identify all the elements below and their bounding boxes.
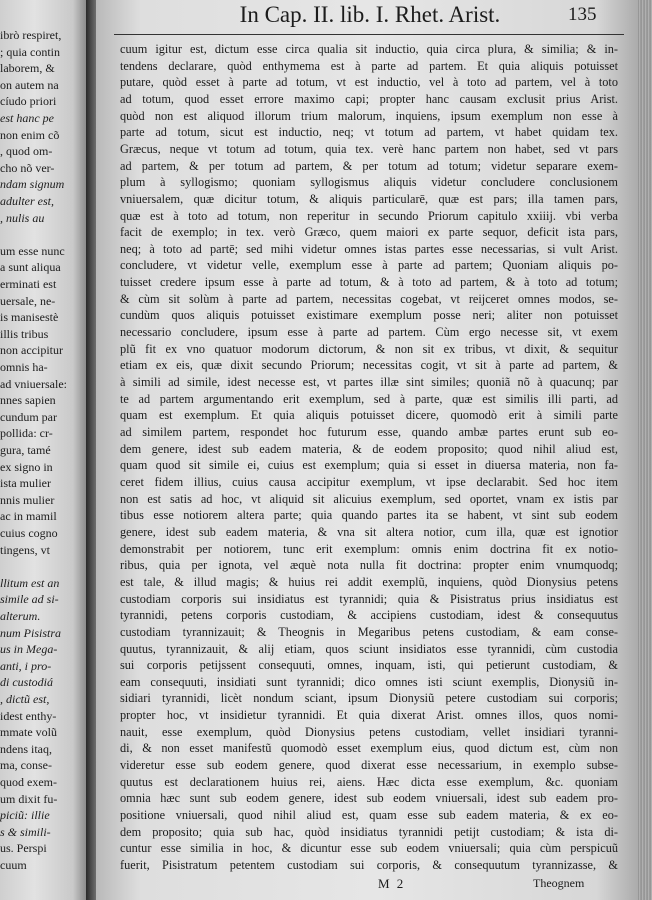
left-page-line: adulter est, [0,194,54,208]
left-page-line: laborem, & [0,61,55,76]
body-text [96,0,638,900]
body-line: etiam ex eis, quæ dixit secundo Priorum; necessitas cogit, vt sit à parte ad partem, & [120,358,618,373]
body-line: & cùm sit solùm à parte ad partem, necessitas cogebat, vt reijceret omnes modos, se- [120,291,618,306]
body-line: demonstrabit per notiorem, tunc erit exemplum: omnis enim doctrina fit ex notio- [120,541,618,556]
body-line: dem genere, idest sub eadem materia, & de eodem proposito; quod nihil aliud est, [120,441,618,456]
body-line: parte ad totum, sicut est inductio, neq; vt totum ad partem, vt habet quidam tex. [120,125,618,140]
left-page-line: gura, tamé [0,443,51,457]
running-header-title: In Cap. II. lib. I. Rhet. Arist. [239,2,501,27]
body-line: quutus est declarationem huius rei, aiens. Hæc dicta esse exemplum, &c. quoniam [120,774,618,789]
body-line: quutus, tyrannizauit, & alij etiam, quos sciunt insidiatos esse tyrannidi, cùm custodia [120,641,618,656]
body-line: neq; à toto ad partē; sed mihi videtur omnes istas partes esse necessarias, si vult Arist. [120,241,618,256]
body-line: quam quod sit simile ei, cuius est exemplum; quia si esset in diuersa materia, non fa- [120,458,618,473]
left-page-line: cho nõ ver- [0,160,55,175]
left-page-line: ; quia contin [0,44,60,59]
left-page-text-column [0,0,82,900]
body-line: tibus esse notiorem altera parte; quia quando partes ita se habent, vt sint sub eodem [120,508,618,523]
body-line: quòd non est aliquod illorum trium malorum, inquiens, ipsum exemplum non esse à [120,108,618,123]
left-page-line: us. Perspi [0,841,47,856]
left-page-line: ac in mamil [0,509,57,524]
body-line: plũ fit ex vno quatuor modorum dictorum, & non sit ex tribus, vt dixit, & sequitur [120,341,618,356]
left-page-line: cuum [0,858,27,872]
left-page-line: ndam signum [0,177,65,192]
signature-mark: M 2 [378,876,406,891]
book-gutter [86,0,96,900]
left-page-line: nnes sapien [0,393,56,408]
left-page-line: piciũ: illie [0,808,50,823]
body-line: ad partem, & per totum ad partem, & per totum ad totum; videtur separare exem- [120,158,618,173]
body-line: vniuersalem, quæ dicitur totum, & aliquis particularē, quæ est pars; illa tamen pars, [120,191,618,206]
body-line: positione vniuersali, quod nihil aliud est, quam esse sub eadem materia, & ex eo- [120,808,618,823]
left-page-line: omnis ha- [0,360,48,374]
body-line: te ad partem argumentando erit exemplum, sed à parte, quæ est similis illi parti, ad [120,391,618,406]
body-line: necessario concludere, ipsum esse à parte ad partem. Cùm ergo necesse sit, vt exem [120,325,618,340]
body-line: putare, quòd esset à parte ad totum, vt est inductio, vel à toto ad partem, vel à toto [120,75,618,90]
left-page-line: cuius cogno [0,526,58,540]
left-page-line: mmate volũ [0,725,57,740]
left-page-line: , quod om- [0,144,53,159]
left-page-line: quod exem- [0,775,57,789]
left-page-line: cundum par [0,409,57,424]
left-page-line: s & simili- [0,824,51,839]
left-page-line: non accipitur [0,343,63,358]
body-line: ad totum, quod esset errore maximo capi; propter hanc causam exclusit prius Arist. [120,91,618,106]
left-page-line: est hanc pe [0,111,54,125]
body-line: omnia hæc sunt sub eodem genere, idest sub eodem vniuersali, idest sub eadem pro- [120,791,618,806]
left-page-line: , dictũ est, [0,692,50,706]
body-line: à simili ad simile, idest necesse est, vt partes illæ sint similes; quoniã nõ à quacunq; par [120,375,618,390]
left-page-line: anti, i pro- [0,658,52,673]
left-page-line: is manisestè [0,310,59,325]
left-page-line: cíudo priori [0,94,57,109]
left-page-line: us in Mega- [0,642,58,657]
body-line: fuerit, Pisistratum petentem custodiam sui corporis, & consequutum tyrannizasse, & [120,858,618,872]
left-page-line: um esse nunc [0,243,65,258]
left-page-line: , nulis au [0,210,45,225]
body-line: cuntur esse similia in hoc, & dicuntur esse sub eodem vniuersali; quia cùm perspicuũ [120,841,618,856]
body-line: non est satis ad hoc, vt aliquid sit alicuius exemplum, sed oportet, vnam ex istis par [120,491,618,506]
body-line: custodiam tyrannizauit; & Theognis in Megaribus petens custodiam, & eam conse- [120,624,618,639]
body-line: sui corporis petijssent consequuti, omnes, inquam, isti, qui petierunt custodiam, & [120,658,618,673]
left-page-line: num Pisistra [0,625,62,640]
body-line: ceret fidem illius, cuius causa accipitur exemplum, vt ipse declarabit. Sed hoc item [120,474,618,489]
left-page-line: uersale, ne- [0,293,56,308]
body-line: facit de exemplo; in tex. verò Græco, quem maiori ex parte sequor, deficit ista pars, [120,225,618,240]
body-line: sidiari tyrannidi, licèt nondum sciant, ipsum Dionysiũ petere custodiam sui corporis; [120,691,618,706]
body-line: cundùm quos aliquis potuisset existimare exemplum posse neri; aliter non potuisset [120,308,618,323]
left-page-line: um dixit fu- [0,791,58,806]
left-page-line: llitum est an [0,575,60,590]
left-page-line: ista mulier [0,476,51,491]
body-line: genere, idest sub eadem materia, & vna sit altera notior, cum illa, quæ est ignotior [120,524,618,539]
page-number: 135 [568,4,597,25]
body-line: ribus, quia per ignota, vel æquè nota nulla fit doctrina: propter enim vnumquodq; [120,558,618,573]
left-page-line: idest enthy- [0,708,57,723]
body-line: est tale, & illud magis; & huius rei addit exemplũ, inquiens, quòd Dionysius petens [120,574,618,589]
body-line: cuum igitur est, dictum esse circa qualia sit inductio, quia circa plura, & similia; & in- [120,42,618,56]
body-line: di, & non esset manifestũ quomodò esset exemplum eius, quod dictum est, cùm non [120,741,618,756]
left-page-line: alterum. [0,609,41,623]
body-line: propter hoc, vt insidietur tyrannidi. Et quia dixerat Arist. omnes illos, quos nomi- [120,708,618,723]
left-page-line: a sunt aliqua [0,260,61,275]
right-page [96,0,652,900]
body-line: custodiam corporis sui insidiatus est tyrannidi; quia & Pisistratus prius insidiatus est [120,591,618,606]
body-line: dem proposito; quia sub hac, quòd insidiatus tyrannidi petijt custodiam; & ista di- [120,824,618,839]
catchword: Theognem [533,876,585,890]
body-line: ad similem partem, respondet hoc futurum esse, quando ambæ partes erunt sub eo- [120,425,618,440]
left-page-line: di custodiá [0,675,53,690]
left-page-line: ex signo in [0,459,53,474]
left-page-line: ad vniuersale: [0,376,67,391]
left-page-line: tingens, vt [0,542,50,557]
left-page [0,0,86,900]
body-line: videretur esse sub eodem genere, quod dixerat esse necessarium, in exemplo subse- [120,758,618,773]
body-line: Græcus, neque vt totum ad totum, quia tex. verè hanc partem non habet, sed vt pars [120,141,618,156]
left-page-line: non enim cõ [0,127,60,142]
body-line: eam consequuti, insidiati sunt tyrannidi; dico omnes isti sciunt exemplis, Dionysiũ in- [120,674,618,689]
body-line: concludere, vt videtur velle, exemplum esse à parte ad partem; Quoniam aliquis po- [120,258,618,273]
left-page-line: nnis mulier [0,492,55,507]
left-page-line: illis tribus [0,326,49,341]
body-line: quæ est à toto ad totum, non reperitur in secundo Priorum capitulo xxiiij. vbi verba [120,208,618,223]
left-page-line: ibrò respiret, [0,28,62,42]
left-page-line: pollida: cr- [0,426,53,441]
left-page-line: erminati est [0,277,57,291]
body-line: plum à syllogismo; quoniam syllogismus aliquis videtur concludere conclusionem [120,175,618,190]
body-line: quam est exemplum. Et quia aliquis potuisset dicere, quomodò erit à simili parte [120,408,618,423]
left-page-line: ma, conse- [0,758,52,773]
body-line: tyrannidi, petens corporis custodiam, & accipiens custodiam, idest & consequutus [120,608,618,623]
left-page-line: simile ad si- [0,592,59,607]
left-page-line: ndens itaq, [0,741,52,756]
body-line: tuisset credere ipsum esse à parte ad totum, & à toto ad partem, & à toto ad totum; [120,275,618,290]
left-page-line: on autem na [0,77,59,92]
fore-edge [638,0,652,900]
body-line: nauit, esse exemplum, quòd Dionysius petens custodiam, vellet insidiari tyranni- [120,724,618,739]
body-line: tendens declarare, quòd enthymema est à parte ad partem. Et quia aliquis potuisset [120,58,618,73]
